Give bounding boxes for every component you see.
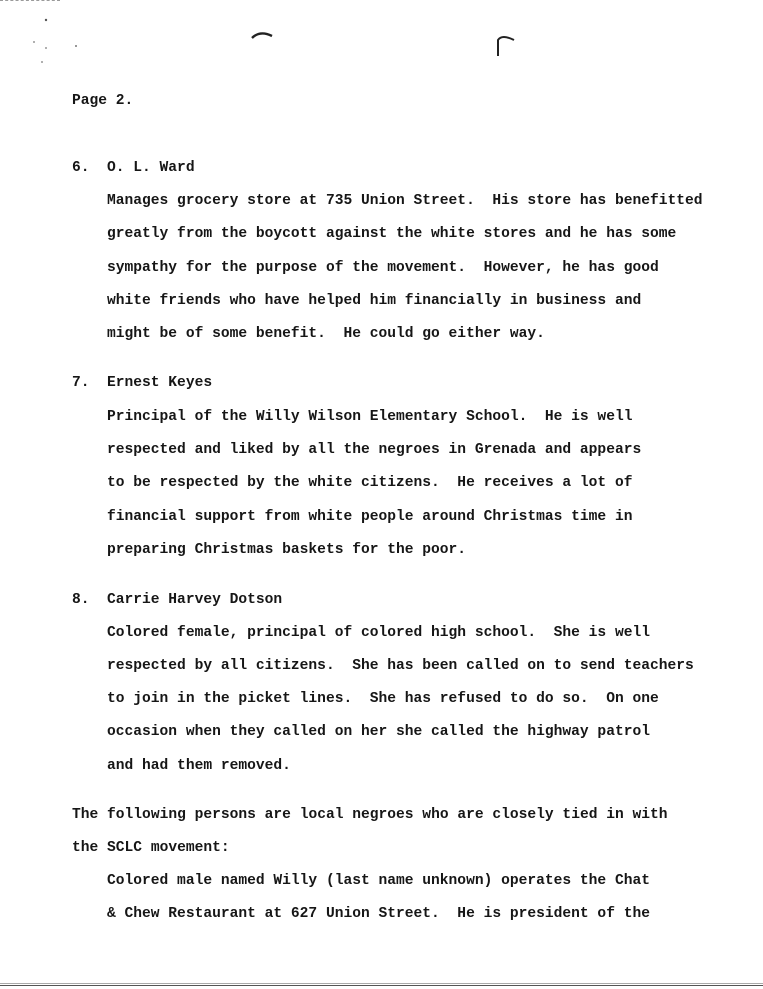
bottom-edge-rule — [0, 985, 763, 988]
entry-text-line: sympathy for the purpose of the movement. However, he has good — [107, 260, 659, 276]
margin-specks — [30, 14, 80, 64]
entry-name: Ernest Keyes — [107, 375, 213, 391]
closing-intro-line: the SCLC movement: — [72, 840, 230, 856]
entry-text-line: white friends who have helped him financially in business and — [107, 293, 642, 309]
entry-text-line: might be of some benefit. He could go either way. — [107, 326, 545, 342]
entry-name: O. L. Ward — [107, 160, 195, 176]
closing-body-line: & Chew Restaurant at 627 Union Street. He is president of the — [107, 906, 650, 922]
entry-text-line: and had them removed. — [107, 758, 291, 774]
entry-text-line: financial support from white people around Christmas time in — [107, 509, 633, 525]
entry-text-line: respected and liked by all the negroes in Grenada and appears — [107, 442, 642, 458]
entry-text-line: Manages grocery store at 735 Union Street. His store has benefitted — [107, 193, 703, 209]
staple-mark-right — [494, 32, 518, 58]
entry-text-line: greatly from the boycott against the white stores and he has some — [107, 226, 677, 242]
entry-name: Carrie Harvey Dotson — [107, 592, 283, 608]
entry-text-line: preparing Christmas baskets for the poor. — [107, 542, 467, 558]
entry-number: 8. — [72, 592, 90, 608]
staple-mark-left — [250, 28, 274, 42]
entry-number: 6. — [72, 160, 90, 176]
entry-text-line: to join in the picket lines. She has refused to do so. On one — [107, 691, 659, 707]
entry-text-line: occasion when they called on her she called the highway patrol — [107, 724, 650, 740]
closing-body-line: Colored male named Willy (last name unknown) operates the Chat — [107, 873, 650, 889]
entry-text-line: Principal of the Willy Wilson Elementary School. He is well — [107, 409, 633, 425]
entry-text-line: respected by all citizens. She has been called on to send teachers — [107, 658, 694, 674]
top-edge-dots — [0, 0, 60, 3]
entry-text-line: to be respected by the white citizens. He receives a lot of — [107, 475, 633, 491]
entry-number: 7. — [72, 375, 90, 391]
entry-text-line: Colored female, principal of colored high school. She is well — [107, 625, 650, 641]
page-number: Page 2. — [72, 93, 134, 109]
closing-intro-line: The following persons are local negroes who are closely tied in with — [72, 807, 668, 823]
